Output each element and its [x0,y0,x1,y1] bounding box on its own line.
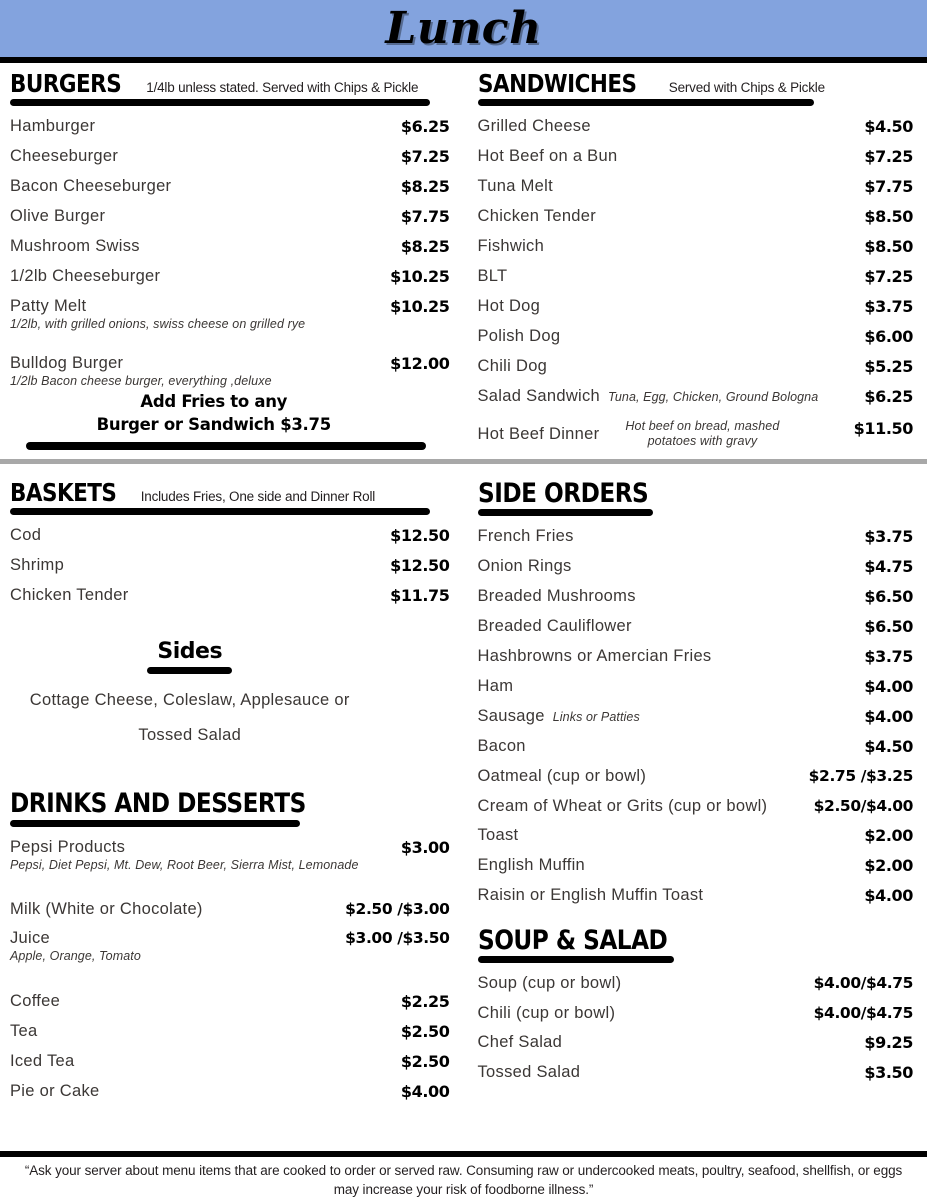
item-description: 1/2lb, with grilled onions, swiss cheese on grilled rye [10,317,306,332]
item-name: Ham [477,677,514,696]
item-main [10,297,382,332]
item-price: $6.50 [864,617,913,637]
item-main [10,177,393,195]
menu-item [10,1071,450,1101]
item-main [10,526,382,544]
item-price: $2.50 [400,1022,450,1042]
item-name: Polish Dog [477,327,561,346]
item-name: 1/2lb Cheeseburger [10,267,161,286]
item-main [478,527,857,545]
item-main [478,557,857,575]
menu-item [478,636,914,666]
menu-item [478,256,914,286]
promo-underline-bar [26,442,426,450]
item-price: $6.25 [400,117,450,137]
footer-disclaimer: “Ask your server about menu items that are cooked to order or served raw. Consuming raw or undercooked meats, poultry, seafood, shellfish, or eggs may increase your risk of foodborne illness.” [24,1162,903,1198]
menu-item [478,166,914,196]
sandwiches-title: SANDWICHES [477,69,636,98]
burgers-title: BURGERS [10,69,122,98]
item-main [10,1052,393,1070]
item-main [478,357,857,375]
item-name: Coffee [10,992,61,1011]
menu-item [478,286,914,316]
menu-item [478,815,914,845]
drinks-underline-bar [10,820,300,827]
item-name: Juice [10,929,51,948]
item-price: $6.50 [864,587,913,607]
menu-item [10,256,450,286]
menu-header-band [0,0,927,57]
item-main [10,992,393,1010]
menu-item [478,196,914,226]
item-price: $2.00 [864,826,913,846]
item-price: $2.25 [400,992,450,1012]
item-main [10,354,382,389]
side-orders-heading [477,477,914,509]
top-columns [0,63,927,450]
menu-item [478,845,914,875]
item-main [478,419,846,449]
side-orders-title: SIDE ORDERS [477,477,648,509]
column-left-bottom [0,472,464,1101]
item-price: $4.75 [864,557,913,577]
item-price: $12.00 [390,354,450,374]
menu-item [10,545,450,575]
sides-line-1: Cottage Cheese, Coleslaw, Applesauce or [29,691,350,710]
item-main [478,737,857,755]
item-price: $7.25 [864,267,913,287]
menu-item [10,136,450,166]
item-name: Pepsi Products [10,837,126,856]
item-main [478,207,857,225]
item-name: Mushroom Swiss [10,237,140,256]
item-price: $3.50 [864,1063,913,1083]
burgers-underline-bar [10,99,430,106]
promo-line-2: Burger or Sandwich $3.75 [96,414,331,434]
item-name: Pie or Cake [10,1082,100,1101]
item-name: BLT [477,267,508,286]
baskets-underline-bar [10,508,430,515]
item-price: $7.75 [864,177,913,197]
item-main [478,1033,857,1051]
item-main [478,237,857,255]
item-main [10,267,382,285]
item-name: Chef Salad [477,1033,563,1052]
item-main [478,707,857,725]
menu-item [478,546,914,576]
item-name: Tuna Melt [477,177,553,196]
item-main [478,767,801,785]
item-main [10,556,382,574]
item-main [478,327,857,345]
item-name: Hot Beef Dinner [477,425,600,444]
sandwiches-note: Served with Chips & Pickle [668,80,825,95]
item-name: English Muffin [477,856,586,875]
soup-salad-underline-bar [478,956,674,963]
baskets-heading [10,477,450,507]
item-price: $7.25 [864,147,913,167]
item-name: Milk (White or Chocolate) [10,899,203,918]
item-main [10,929,337,964]
menu-item [478,606,914,636]
item-name: Olive Burger [10,207,106,226]
item-price: $8.25 [400,177,450,197]
item-description: Hot beef on bread, mashed potatoes with gravy [625,419,780,449]
item-price: $10.25 [390,297,450,317]
item-price: $8.25 [400,237,450,257]
item-name: Cheeseburger [10,147,119,166]
section-divider-rule [0,459,927,464]
item-name: Tossed Salad [477,1063,581,1082]
menu-item [478,875,914,905]
item-price: $4.00/$4.75 [813,974,913,993]
item-price: $4.00 [864,677,913,697]
item-main [10,117,393,135]
item-main [478,617,857,635]
item-name: Hot Beef on a Bun [477,147,618,166]
item-name: Hamburger [10,117,96,136]
item-description: Pepsi, Diet Pepsi, Mt. Dew, Root Beer, Sierra Mist, Lemonade [10,857,359,872]
item-main [478,297,857,315]
item-main [10,147,393,165]
item-price: $2.00 [864,856,913,876]
menu-item [10,286,450,332]
item-description: 1/2lb Bacon cheese burger, everything ,deluxe [10,374,272,389]
item-price: $3.00 [400,837,450,857]
item-price: $10.25 [390,267,450,287]
menu-item [478,226,914,256]
drinks-heading [10,790,450,818]
menu-item [478,963,914,992]
menu-item [10,332,450,389]
item-name: Hashbrowns or Amercian Fries [477,647,712,666]
item-price: $3.75 [864,297,913,317]
item-price: $4.50 [864,737,913,757]
item-price: $2.50/$4.00 [813,796,913,815]
menu-item [478,516,914,546]
item-name: Patty Melt [10,297,87,316]
item-main [478,267,857,285]
column-left-top [0,63,464,450]
menu-item [478,786,914,815]
menu-item [10,515,450,545]
item-name: Grilled Cheese [477,117,591,136]
item-price: $12.50 [390,526,450,546]
item-price: $6.25 [864,387,913,407]
item-main [10,1022,393,1040]
item-name: Chicken Tender [10,586,129,605]
item-price: $3.75 [864,647,913,667]
item-main [478,647,857,665]
item-name: Onion Rings [477,557,572,576]
section-drinks-and-desserts [10,790,450,1101]
menu-item [10,226,450,256]
burgers-note: 1/4lb unless stated. Served with Chips & Pickle [146,80,419,95]
item-main [478,826,857,844]
side-orders-underline-bar [478,509,653,516]
item-name: Chili Dog [477,357,548,376]
item-name: Chili (cup or bowl) [477,1003,616,1022]
burgers-heading [10,71,450,97]
drinks-title: DRINKS AND DESSERTS [10,788,306,820]
item-main [478,797,806,815]
item-price: $4.00 [400,1082,450,1102]
menu-item [10,918,450,964]
menu-item [10,873,450,918]
menu-item [478,316,914,346]
item-price: $4.00/$4.75 [813,1003,913,1022]
item-price: $2.50 [400,1052,450,1072]
item-main [478,1063,857,1081]
item-main [10,1082,393,1100]
item-main [478,117,857,135]
item-main [478,587,857,605]
item-name: Fishwich [477,237,545,256]
item-name: Breaded Cauliflower [477,617,632,636]
item-main [478,147,857,165]
section-baskets [10,477,450,606]
item-name: Chicken Tender [477,207,597,226]
item-name: Soup (cup or bowl) [477,974,622,993]
item-main [478,856,857,874]
item-description: Tuna, Egg, Chicken, Ground Bologna [608,390,819,405]
menu-item [478,136,914,166]
item-price: $4.00 [864,886,913,906]
item-price: $7.75 [400,207,450,227]
item-main [478,886,857,904]
item-price: $8.50 [864,237,913,257]
item-main [478,387,857,405]
menu-item [10,166,450,196]
menu-item [478,993,914,1022]
menu-footer [0,1151,927,1200]
menu-item [478,756,914,785]
menu-item [10,575,450,605]
item-name: Bacon Cheeseburger [10,177,172,196]
sides-underline-bar [147,667,232,674]
item-name: Shrimp [10,556,65,575]
sandwiches-underline-bar [478,99,814,106]
promo-line-1: Add Fries to any [140,392,288,412]
item-main [10,586,382,604]
item-price: $2.50 /$3.00 [345,899,450,918]
menu-item [478,106,914,136]
item-price: $3.75 [864,527,913,547]
item-main [10,207,393,225]
menu-item [478,346,914,376]
item-main [478,677,857,695]
item-main [478,974,806,992]
item-price: $7.25 [400,147,450,167]
menu-item [478,376,914,406]
item-name: Tea [10,1022,38,1041]
item-name: Sausage [477,707,545,726]
section-burgers [10,71,450,450]
menu-item [10,196,450,226]
sides-line-2: Tossed Salad [138,726,242,745]
item-price: $6.00 [864,327,913,347]
item-price: $9.25 [864,1033,913,1053]
item-name: Salad Sandwich [477,387,601,406]
page-title: Lunch [385,2,542,54]
menu-item [478,576,914,606]
sides-title: Sides [157,639,223,665]
menu-item [478,666,914,696]
item-name: Toast [477,826,519,845]
sandwiches-heading [478,71,914,97]
item-name: Breaded Mushrooms [477,587,636,606]
baskets-title: BASKETS [10,477,117,507]
item-name: Cream of Wheat or Grits (cup or bowl) [477,796,768,815]
section-side-orders [477,477,914,906]
soup-salad-title: SOUP & SALAD [477,925,667,957]
item-main [478,1004,806,1022]
menu-item [10,106,450,136]
item-main [10,237,393,255]
menu-item [10,1011,450,1041]
section-sandwiches [478,71,914,449]
menu-item [478,1052,914,1082]
menu-item [10,964,450,1011]
baskets-note: Includes Fries, One side and Dinner Roll [140,488,376,504]
menu-item [10,1041,450,1071]
menu-item [478,1022,914,1052]
item-name: Bulldog Burger [10,354,124,373]
bottom-columns [0,472,927,1101]
item-price: $4.00 [864,707,913,727]
menu-item [478,406,914,449]
item-name: Oatmeal (cup or bowl) [477,767,647,786]
item-price: $12.50 [390,556,450,576]
item-price: $2.75 /$3.25 [808,767,913,786]
item-description: Apple, Orange, Tomato [10,949,141,964]
item-name: Hot Dog [477,297,541,316]
menu-item [478,696,914,726]
item-main [478,177,857,195]
item-price: $4.50 [864,117,913,137]
item-name: French Fries [477,527,574,546]
item-name: Bacon [477,737,526,756]
soup-salad-heading [478,927,914,955]
add-fries-promo [10,389,450,436]
item-description: Links or Patties [552,710,640,725]
item-price: $5.25 [864,357,913,377]
item-name: Iced Tea [10,1052,75,1071]
item-main [10,838,393,873]
menu-item [10,827,450,873]
item-price: $8.50 [864,207,913,227]
column-right-bottom [464,472,927,1101]
item-price: $3.00 /$3.50 [345,929,450,948]
column-right-top [464,63,927,450]
item-main [10,900,337,918]
item-name: Cod [10,526,42,545]
section-sides [10,639,450,744]
item-name: Raisin or English Muffin Toast [477,886,704,905]
item-price: $11.50 [853,419,913,439]
item-price: $11.75 [390,586,450,606]
menu-item [478,726,914,756]
section-soup-and-salad [478,927,914,1082]
